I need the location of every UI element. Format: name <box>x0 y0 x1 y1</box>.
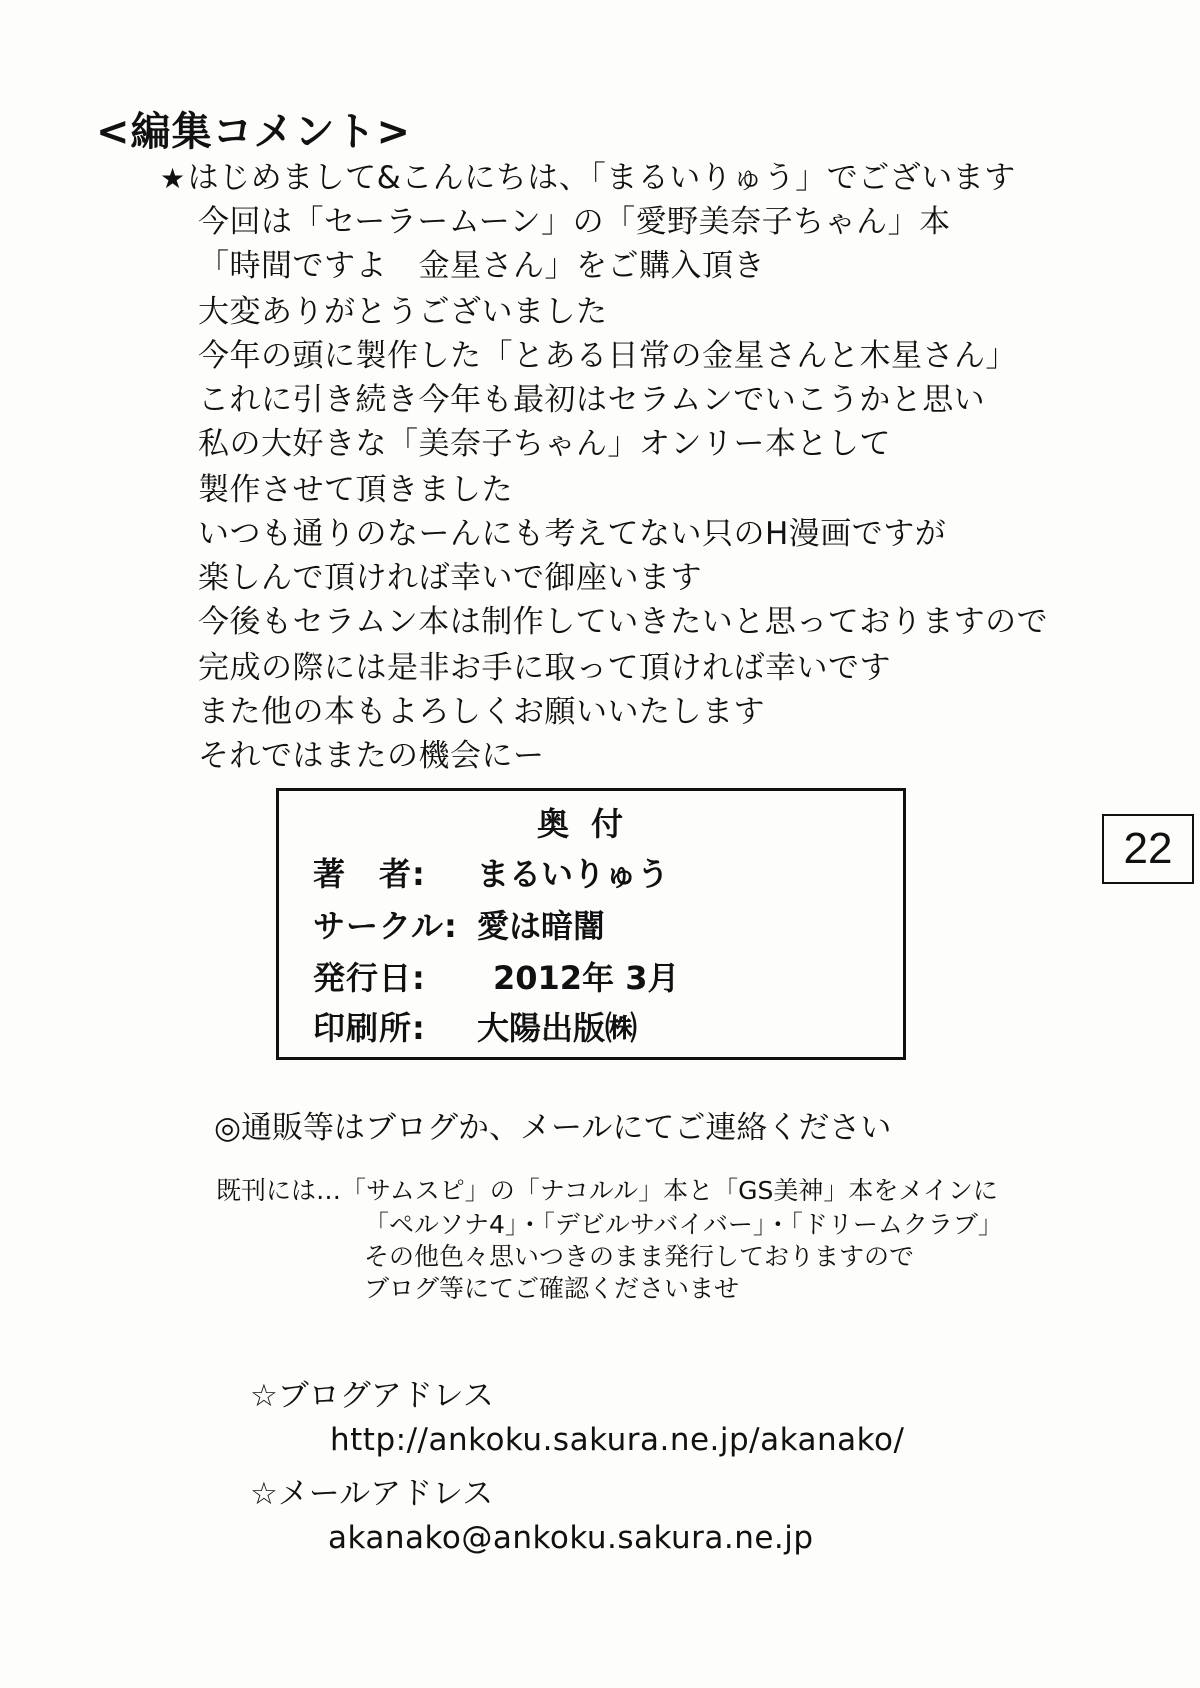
colophon-label: サークル: <box>313 907 458 945</box>
back-issue-line-3: その他色々思いつきのまま発行しておりますので <box>364 1242 915 1271</box>
comment-line-14: それではまたの機会にー <box>198 738 545 774</box>
page-number: 22 <box>1102 814 1194 884</box>
colophon-box <box>276 788 906 1060</box>
colophon-row-date <box>313 953 679 999</box>
colophon-label: 著 者: <box>313 855 426 893</box>
comment-line-5: 今年の頭に製作した「とある日常の金星さんと木星さん」 <box>198 338 1017 374</box>
blog-url[interactable]: http://ankoku.sakura.ne.jp/akanako/ <box>330 1422 905 1458</box>
comment-line-13: また他の本もよろしくお願いいたします <box>198 694 765 730</box>
colophon-value: まるいりゅう <box>477 855 670 893</box>
comment-line-2: 今回は「セーラームーン」の「愛野美奈子ちゃん」本 <box>198 204 951 240</box>
comment-line-7: 私の大好きな「美奈子ちゃん」オンリー本として <box>198 426 891 462</box>
comment-line-8: 製作させて頂きました <box>198 472 513 508</box>
comment-line-9: いつも通りのなーんにも考えてない只のH漫画ですが <box>198 516 947 552</box>
back-issue-line-1: 既刊には…「サムスピ」の「ナコルル」本と「GS美神」本をメインに <box>216 1176 998 1205</box>
comment-line-3: 「時間ですよ 金星さん」をご購入頂き <box>198 248 765 284</box>
comment-line-12: 完成の際には是非お手に取って頂ければ幸いです <box>198 650 891 686</box>
colophon-row-printer <box>313 1003 637 1049</box>
colophon-title: 奥付 <box>536 805 645 843</box>
comment-text: はじめまして&こんにちは、「まるいりゅう」でございます <box>187 160 1016 196</box>
colophon-value: 愛は暗闇 <box>477 907 606 945</box>
mail-address[interactable]: akanako@ankoku.sakura.ne.jp <box>328 1520 814 1556</box>
colophon-label: 発行日: <box>313 959 426 997</box>
comment-line-1 <box>160 156 1016 201</box>
back-issue-line-4: ブログ等にてご確認くださいませ <box>364 1274 740 1303</box>
blog-address-label: ☆ブログアドレス <box>250 1378 494 1414</box>
comment-line-4: 大変ありがとうございました <box>198 294 608 330</box>
order-notice: ◎通販等はブログか、メールにてご連絡ください <box>214 1110 892 1146</box>
star-icon: ★ <box>160 162 186 195</box>
colophon-row-author <box>313 849 669 895</box>
mail-address-label: ☆メールアドレス <box>250 1476 494 1512</box>
colophon-value: 大陽出版㈱ <box>477 1009 638 1047</box>
comment-line-10: 楽しんで頂ければ幸いで御座います <box>198 560 702 596</box>
colophon-value: 2012年 3月 <box>493 959 680 997</box>
page-heading: <編集コメント> <box>96 109 412 155</box>
back-issue-line-2: 「ペルソナ4」・「デビルサバイバー」・「ドリームクラブ」 <box>364 1210 1003 1239</box>
colophon-row-circle <box>313 901 605 947</box>
comment-line-6: これに引き続き今年も最初はセラムンでいこうかと思い <box>198 382 986 418</box>
colophon-label: 印刷所: <box>313 1009 426 1047</box>
comment-line-11: 今後もセラムン本は制作していきたいと思っておりますので <box>198 604 1049 640</box>
